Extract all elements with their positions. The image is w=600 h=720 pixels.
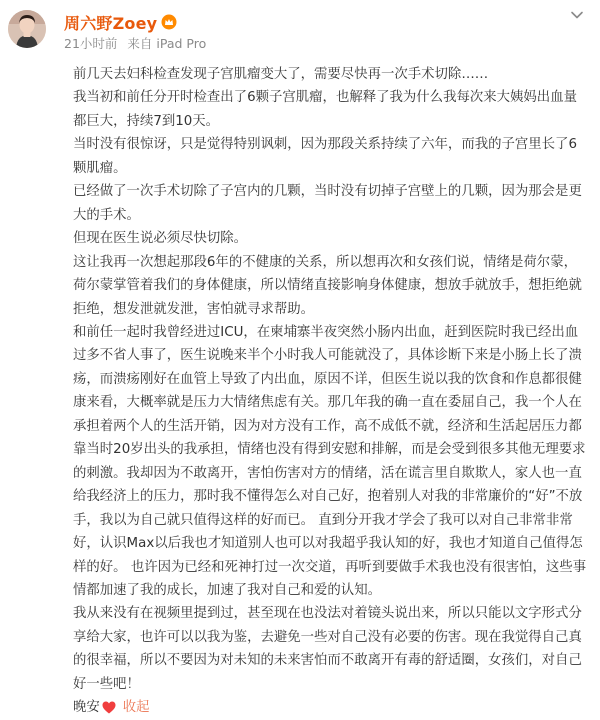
- avatar-image: [8, 10, 46, 48]
- avatar[interactable]: [8, 10, 46, 48]
- collapse-link[interactable]: 收起: [122, 700, 150, 716]
- post-meta: [64, 34, 212, 52]
- post-paragraph: 已经做了一次手术切除了子宫内的几颗，当时没有切掉子宫壁上的几颗，因为那会是更大的手术。: [73, 184, 582, 223]
- post-paragraph: 我当初和前任分开时检查出了6颗子宫肌瘤，也解释了我为什么我每次来大姨妈出血量都巨大，持续7到10天。: [73, 90, 577, 129]
- vip-crown-icon: [161, 14, 177, 30]
- post-paragraph: 当时没有很惊讶，只是觉得特别讽刺，因为那段关系持续了六年，而我的子宫里长了6颗肌瘤。: [73, 137, 577, 176]
- signoff-line: [73, 696, 589, 719]
- post-paragraph: 我从来没有在视频里提到过，甚至现在也没法对着镜头说出来，所以只能以文字形式分享给大家，也许可以以我为鉴，去避免一些对自己没有必要的伤害。现在我觉得自己真的很幸福，所以不要因为对未知的未来害怕而不敢离开有毒的舒适圈，女孩们，对自己好一些吧！: [73, 606, 582, 692]
- post-paragraph: 前几天去妇科检查发现子宫肌瘤变大了，需要尽快再一次手术切除……: [73, 67, 489, 82]
- post-time: 21小时前: [64, 36, 118, 51]
- author-name[interactable]: 周六野Zoey: [64, 13, 158, 33]
- post-paragraph: 但现在医生说必须尽快切除。: [73, 231, 248, 247]
- chevron-down-icon[interactable]: [568, 6, 586, 24]
- post-source: 来自 iPad Pro: [127, 36, 207, 51]
- post-body: [73, 63, 589, 720]
- signoff-text: 晚安: [73, 700, 100, 716]
- post-header: [0, 0, 600, 56]
- post-paragraph: 这让我再一次想起那段6年的不健康的关系，所以想再次和女孩们说，情绪是荷尔蒙，荷尔蒙掌管着我们的身体健康，所以情绪直接影响身体健康，想放手就放手，想拒绝就拒绝，想发泄就发泄，害怕就寻求帮助。: [73, 254, 582, 317]
- post-paragraph: 和前任一起时我曾经进过ICU，在柬埔寨半夜突然小肠内出血，赶到医院时我已经出血过多不省人事了，医生说晚来半个小时我人可能就没了，具体诊断下来是小肠上长了溃疡，而溃疡刚好在血管上导致了内出血，原因不详，但医生说以我的饮食和作息都很健康来看，大概率就是压力大情绪焦虑有关。那几年我的确一直在委屈自己，我一个人在承担着两个人的生活开销，因为对方没有工作，高不成低不就，经济和生活起居压力都靠当时20岁出头的我承担，情绪也没有得到安慰和排解，而是会受到很多其他无理要求的刺激。我却因为不敢离开，害怕伤害对方的情绪，活在谎言里自欺欺人，家人也一直给我经济上的压力，那时我不懂得怎么对自己好，抱着别人对我的非常廉价的“好”不放手，我以为自己就只值得这样的好而已。 直到分开我才学会了我可以对自己非常非常好，认识Max以后我也才知道别人也可以对我超乎我认知的好，我也才知道自己值得怎样的好。 也许因为已经和死神打过一次交道，再听到要做手术我也没有很害怕，这些事情都加速了我的成长，加速了我对自己和爱的认知。: [73, 324, 587, 598]
